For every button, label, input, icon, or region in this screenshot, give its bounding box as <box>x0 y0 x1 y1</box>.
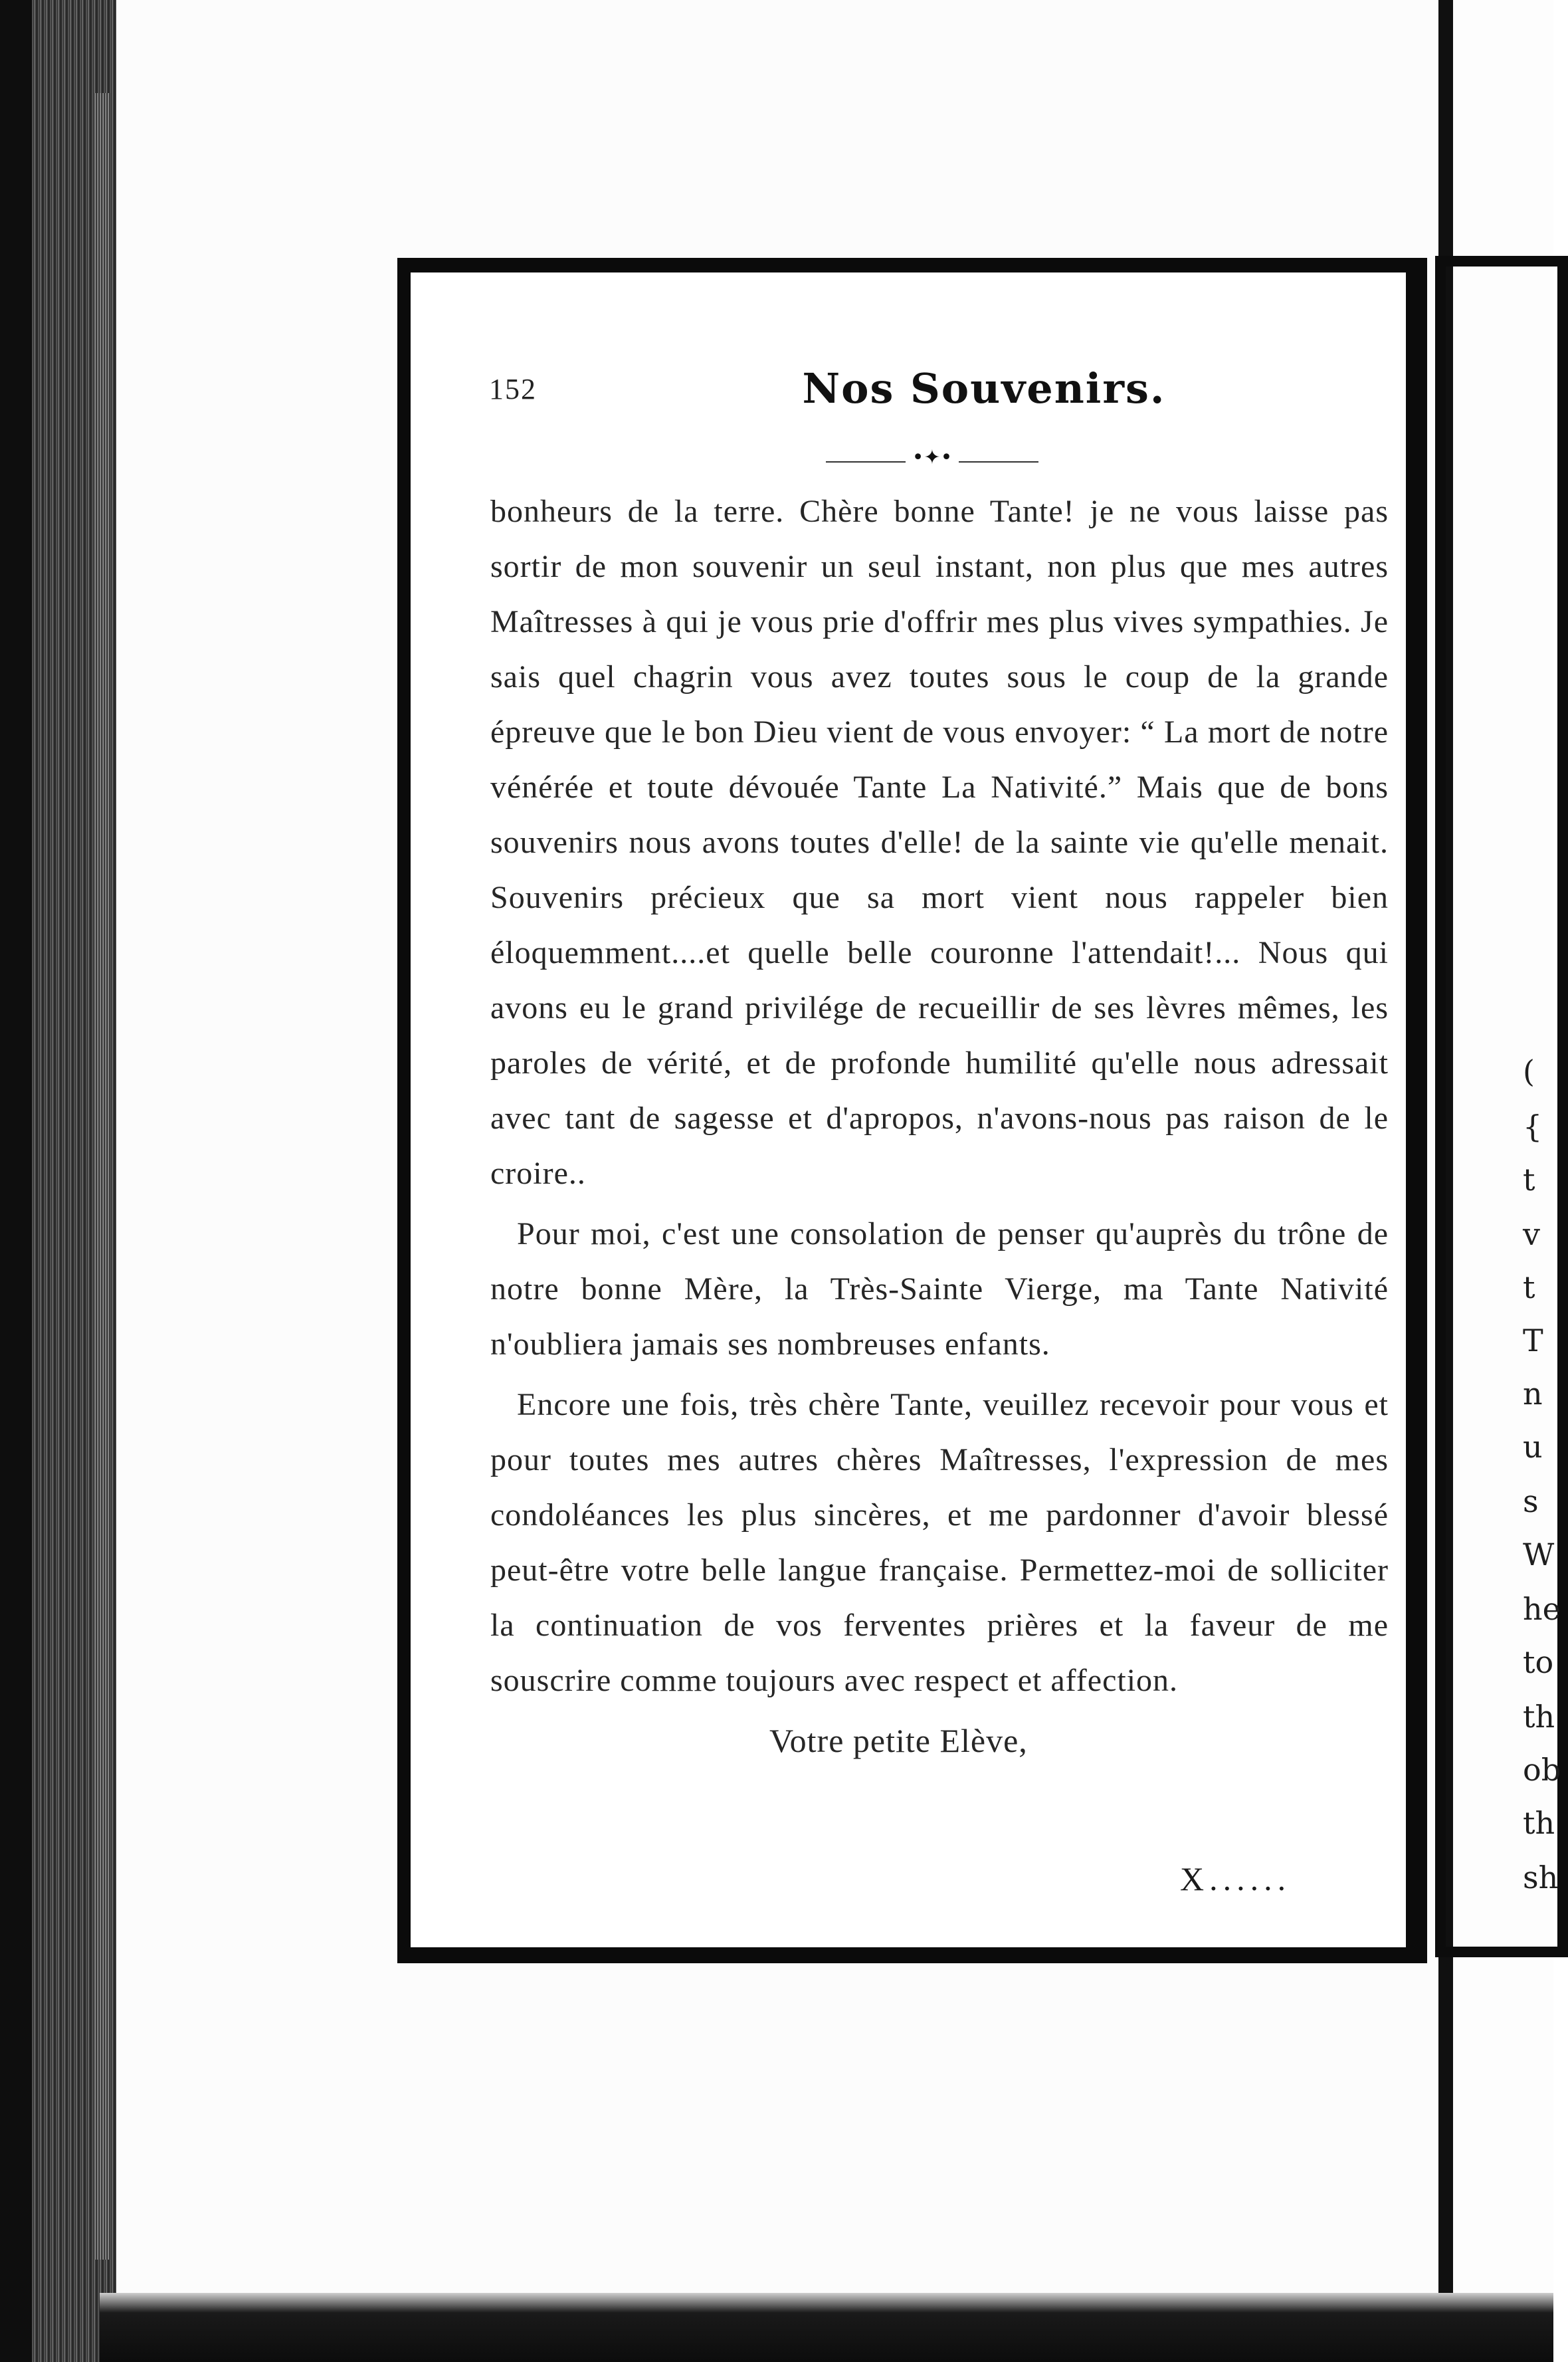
paragraph: Pour moi, c'est une consolation de penser qu'auprès du trône de notre bonne Mère, la Très-Sainte Vierge, ma Tante Nativité n'oubliera jamais ses nombreuses enfants. <box>490 1216 1389 1362</box>
header-ornament <box>826 446 1038 469</box>
facing-page-fragment: v <box>1523 1216 1540 1252</box>
page-number: 152 <box>489 373 537 405</box>
ornament-icon: •✦• <box>912 446 953 469</box>
facing-page-fragment: u <box>1523 1429 1543 1465</box>
facing-page-fragment: th <box>1523 1805 1555 1841</box>
page-header <box>489 364 1386 432</box>
facing-page-fragment: ob <box>1523 1752 1561 1788</box>
facing-page-fragment: s <box>1523 1483 1539 1519</box>
facing-page-fragment: t <box>1523 1269 1535 1305</box>
facing-page-fragment: th <box>1523 1699 1555 1735</box>
paragraph: Encore une fois, très chère Tante, veuillez recevoir pour vous et pour toutes mes autres chères Maîtresses, l'expression de mes condoléances les plus sincères, et me pardonner d'avoir blessé peut-être votre belle langue française. Permettez-moi de solliciter la continuation de vos ferventes prières et la faveur de me souscrire comme toujours avec respect et affection. <box>490 1387 1389 1698</box>
facing-page-fragment: n <box>1523 1376 1543 1412</box>
facing-page-fragment: he <box>1523 1591 1561 1627</box>
letter-body <box>490 484 1389 1708</box>
running-title: Nos Souvenirs. <box>802 364 1166 413</box>
ornament-rule-left <box>826 461 906 463</box>
facing-page-fragment: T <box>1523 1323 1543 1358</box>
frame-inner <box>411 272 1410 1947</box>
letter-signature: X...... <box>1180 1860 1292 1897</box>
facing-page-fragment: sh <box>1523 1860 1559 1895</box>
facing-page-fragment: t <box>1523 1162 1535 1198</box>
page-edges <box>93 93 110 2260</box>
ornament-rule-right <box>959 461 1038 463</box>
book-spine-shadow <box>0 0 32 2362</box>
facing-page-fragment: W <box>1523 1537 1555 1572</box>
facing-page-fragment: { <box>1523 1109 1543 1144</box>
mourning-border-frame <box>397 258 1427 1963</box>
letter-closing: Votre petite Elève, <box>769 1722 1028 1759</box>
paragraph: bonheurs de la terre. Chère bonne Tante! je ne vous laisse pas sortir de mon souvenir un seul instant, non plus que mes autres Maîtresses à qui je vous prie d'offrir mes plus vives sympathies. Je sais quel chagrin vous avez toutes sous le coup de la grande épreuve que le bon Dieu vient de vous envoyer: “ La mort de notre vénérée et toute dévouée Tante La Nativité.” Mais que de bons souvenirs nous avons toutes d'elle! de la sainte vie qu'elle menait. Souvenirs précieux que sa mort vient nous rappeler bien éloquemment....et quelle belle couronne l'attendait!... Nous qui avons eu le grand privilége de recueillir de ses lèvres mêmes, les paroles de vérité, et de profonde humilité qu'elle nous adressait avec tant de sagesse et d'apropos, n'avons-nous pas raison de le croire.. <box>490 494 1389 1191</box>
facing-page-fragment: to <box>1523 1644 1554 1680</box>
book-bottom-edge <box>100 2293 1553 2362</box>
facing-page-fragment: ( <box>1523 1053 1535 1089</box>
